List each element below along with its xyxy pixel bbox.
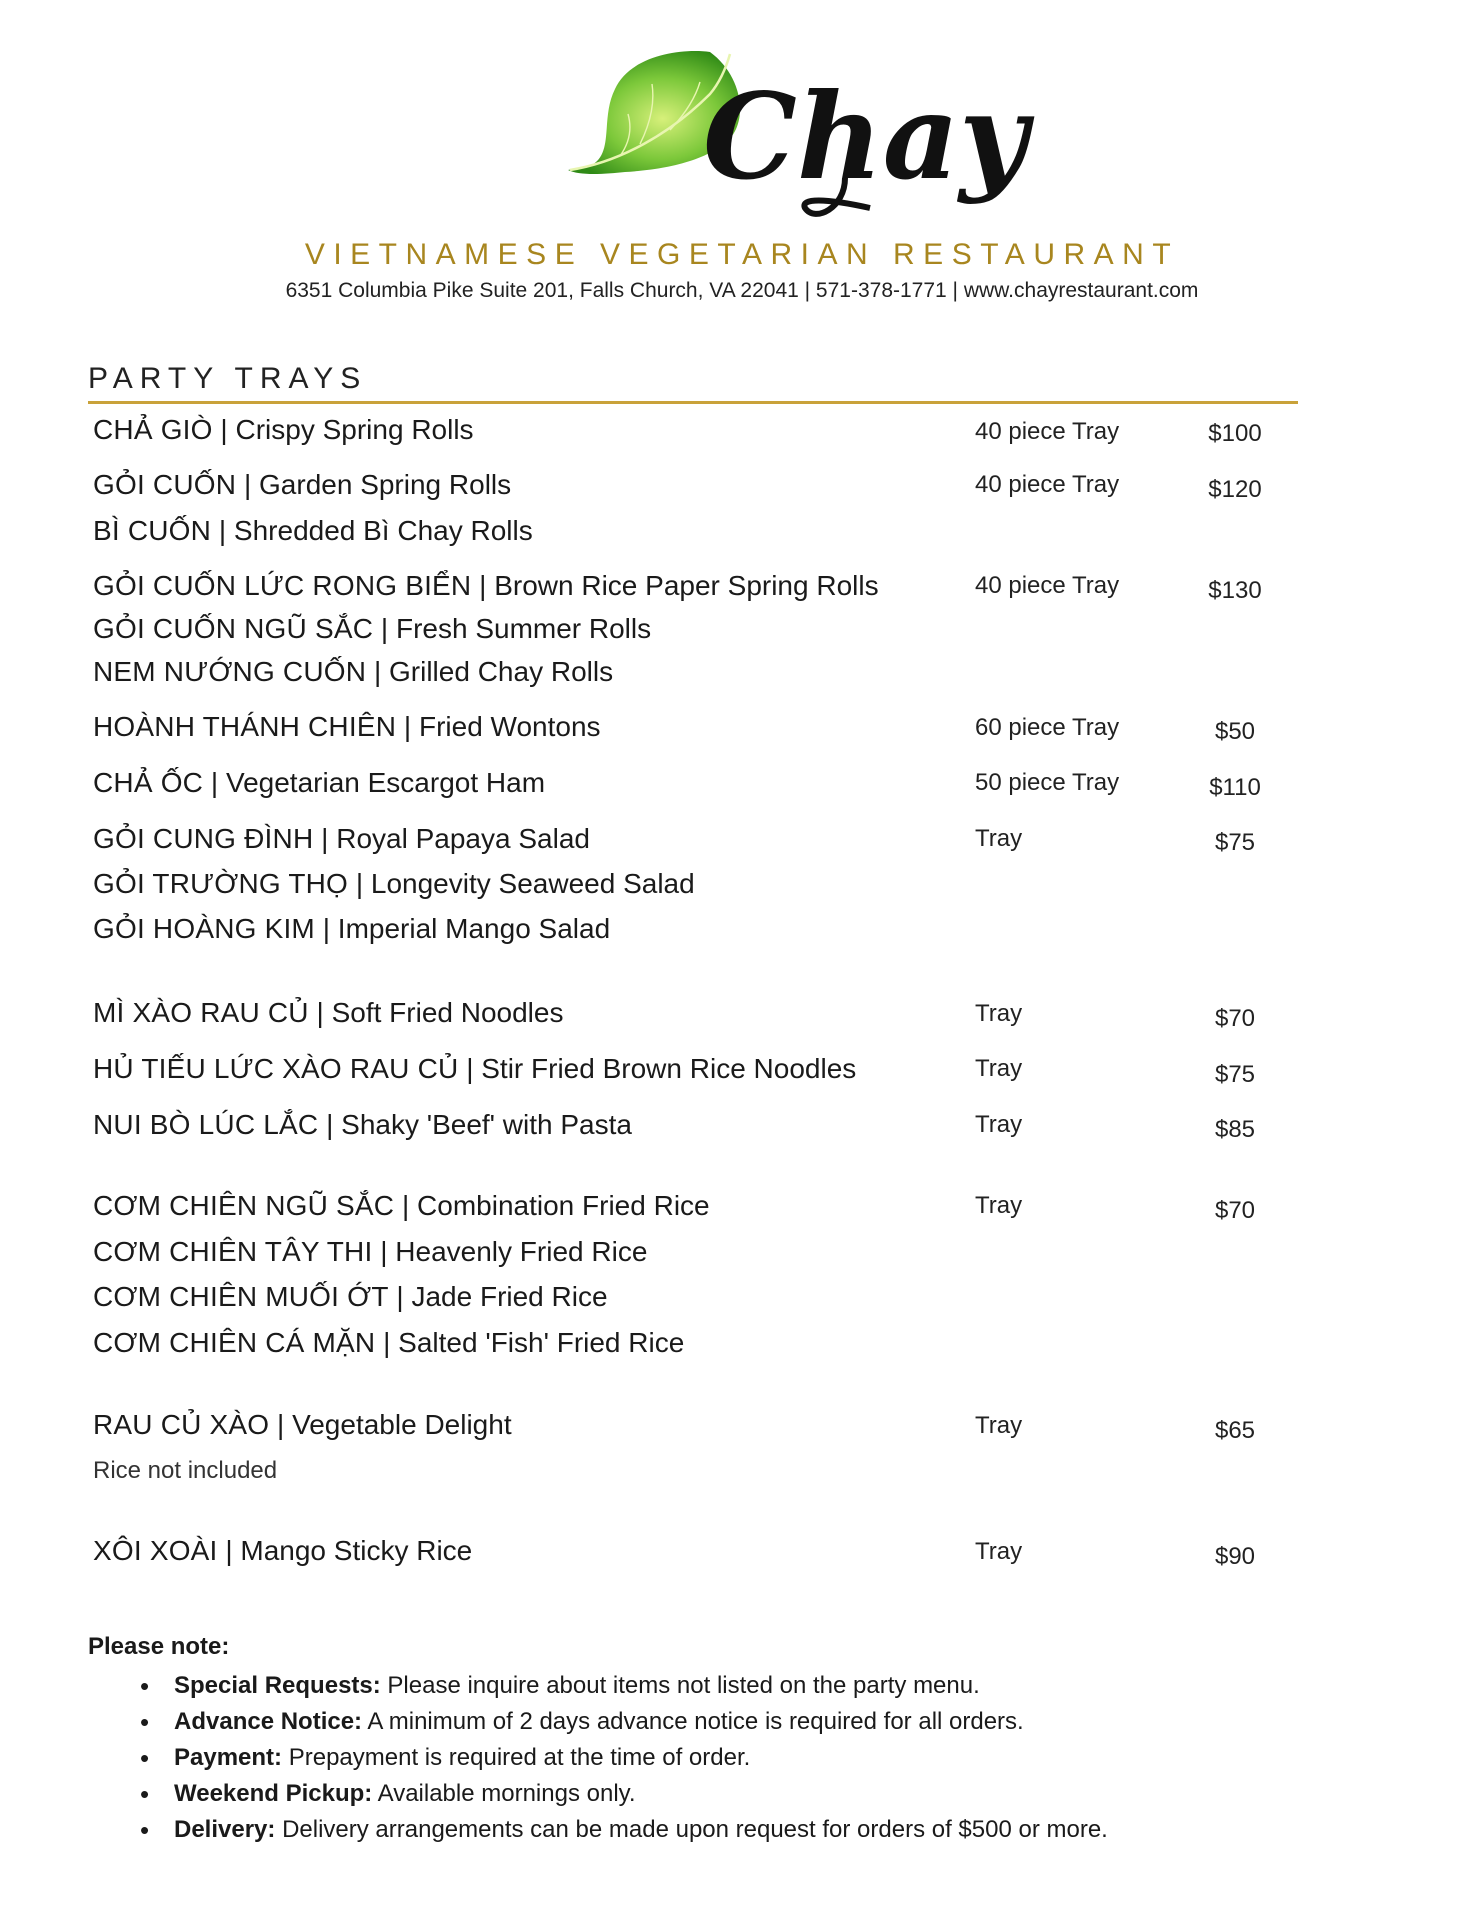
menu-item: GỎI CUỐN LỨC RONG BIỂN | Brown Rice Paper Spring Rolls bbox=[93, 570, 879, 601]
menu-item: GỎI CUNG ĐÌNH | Royal Papaya Salad bbox=[93, 823, 590, 854]
rice-note: Rice not included bbox=[93, 1457, 278, 1484]
price: $130 bbox=[1208, 577, 1262, 604]
menu-item: MÌ XÀO RAU CỦ | Soft Fried Noodles bbox=[93, 997, 564, 1028]
menu-item: CHẢ ỐC | Vegetarian Escargot Ham bbox=[93, 767, 546, 798]
tray-size: Tray bbox=[975, 1055, 1023, 1082]
tray-size: Tray bbox=[975, 1538, 1023, 1565]
tray-size: Tray bbox=[975, 1000, 1023, 1027]
tray-size: 60 piece Tray bbox=[975, 714, 1120, 741]
menu-item: HỦ TIẾU LỨC XÀO RAU CỦ | Stir Fried Brown Rice Noodles bbox=[93, 1053, 857, 1084]
list-item: • Special Requests: Please inquire about items not listed on the party menu. bbox=[140, 1668, 1108, 1704]
menu-item: CƠM CHIÊN MUỐI ỚT | Jade Fried Rice bbox=[93, 1281, 608, 1312]
tray-size: Tray bbox=[975, 825, 1023, 852]
price: $65 bbox=[1214, 1417, 1256, 1444]
restaurant-address: 6351 Columbia Pike Suite 201, Falls Church, VA 22041 | 571-378-1771 | www.chayrestaurant.com bbox=[285, 279, 1199, 302]
price: $75 bbox=[1214, 829, 1256, 856]
menu-item: CHẢ GIÒ | Crispy Spring Rolls bbox=[93, 414, 474, 445]
tray-size: Tray bbox=[975, 1111, 1023, 1138]
section-title: PARTY TRAYS bbox=[88, 362, 368, 395]
price: $85 bbox=[1214, 1116, 1256, 1143]
menu-item: HOÀNH THÁNH CHIÊN | Fried Wontons bbox=[93, 711, 601, 742]
list-item: • Advance Notice: A minimum of 2 days advance notice is required for all orders. bbox=[140, 1704, 1108, 1740]
menu-item: XÔI XOÀI | Mango Sticky Rice bbox=[93, 1535, 473, 1566]
tray-size: Tray bbox=[975, 1412, 1023, 1439]
logo-wordmark bbox=[695, 58, 1028, 226]
logo bbox=[560, 40, 1028, 230]
list-item: • Weekend Pickup: Available mornings only. bbox=[140, 1776, 1108, 1812]
notes-list bbox=[140, 1668, 1108, 1848]
list-item: • Payment: Prepayment is required at the time of order. bbox=[140, 1740, 1108, 1776]
price: $90 bbox=[1214, 1543, 1256, 1570]
section-divider bbox=[88, 401, 1298, 404]
restaurant-tagline: VIETNAMESE VEGETARIAN RESTAURANT bbox=[304, 238, 1180, 271]
menu-item: CƠM CHIÊN NGŨ SẮC | Combination Fried Rice bbox=[93, 1190, 710, 1221]
menu-item: GỎI CUỐN NGŨ SẮC | Fresh Summer Rolls bbox=[93, 613, 652, 644]
price: $75 bbox=[1214, 1061, 1256, 1088]
price: $70 bbox=[1214, 1005, 1256, 1032]
menu-item: NEM NƯỚNG CUỐN | Grilled Chay Rolls bbox=[93, 656, 614, 687]
menu-item: CƠM CHIÊN CÁ MẶN | Salted 'Fish' Fried Rice bbox=[93, 1327, 685, 1358]
price: $100 bbox=[1208, 420, 1262, 447]
menu-item: RAU CỦ XÀO | Vegetable Delight bbox=[93, 1409, 512, 1440]
svg-text:Chay: Chay bbox=[703, 67, 1028, 206]
menu-item: CƠM CHIÊN TÂY THI | Heavenly Fried Rice bbox=[93, 1236, 648, 1267]
menu-item: GỎI HOÀNG KIM | Imperial Mango Salad bbox=[93, 913, 611, 944]
notes-title: Please note: bbox=[88, 1633, 230, 1660]
price: $110 bbox=[1209, 774, 1261, 801]
price: $50 bbox=[1214, 718, 1256, 745]
price: $70 bbox=[1214, 1197, 1256, 1224]
menu-item: GỎI CUỐN | Garden Spring Rolls bbox=[93, 469, 512, 500]
list-item: • Delivery: Delivery arrangements can be made upon request for orders of $500 or more. bbox=[140, 1812, 1108, 1848]
menu-item: NUI BÒ LÚC LẮC | Shaky 'Beef' with Pasta bbox=[93, 1109, 632, 1140]
price: $120 bbox=[1208, 476, 1262, 503]
tray-size: 40 piece Tray bbox=[975, 471, 1120, 498]
menu-item: GỎI TRƯỜNG THỌ | Longevity Seaweed Salad bbox=[93, 868, 695, 899]
tray-size: 50 piece Tray bbox=[975, 769, 1120, 796]
menu-item: BÌ CUỐN | Shredded Bì Chay Rolls bbox=[93, 515, 533, 546]
tray-size: 40 piece Tray bbox=[975, 572, 1120, 599]
tray-size: 40 piece Tray bbox=[975, 418, 1120, 445]
tray-size: Tray bbox=[975, 1192, 1023, 1219]
